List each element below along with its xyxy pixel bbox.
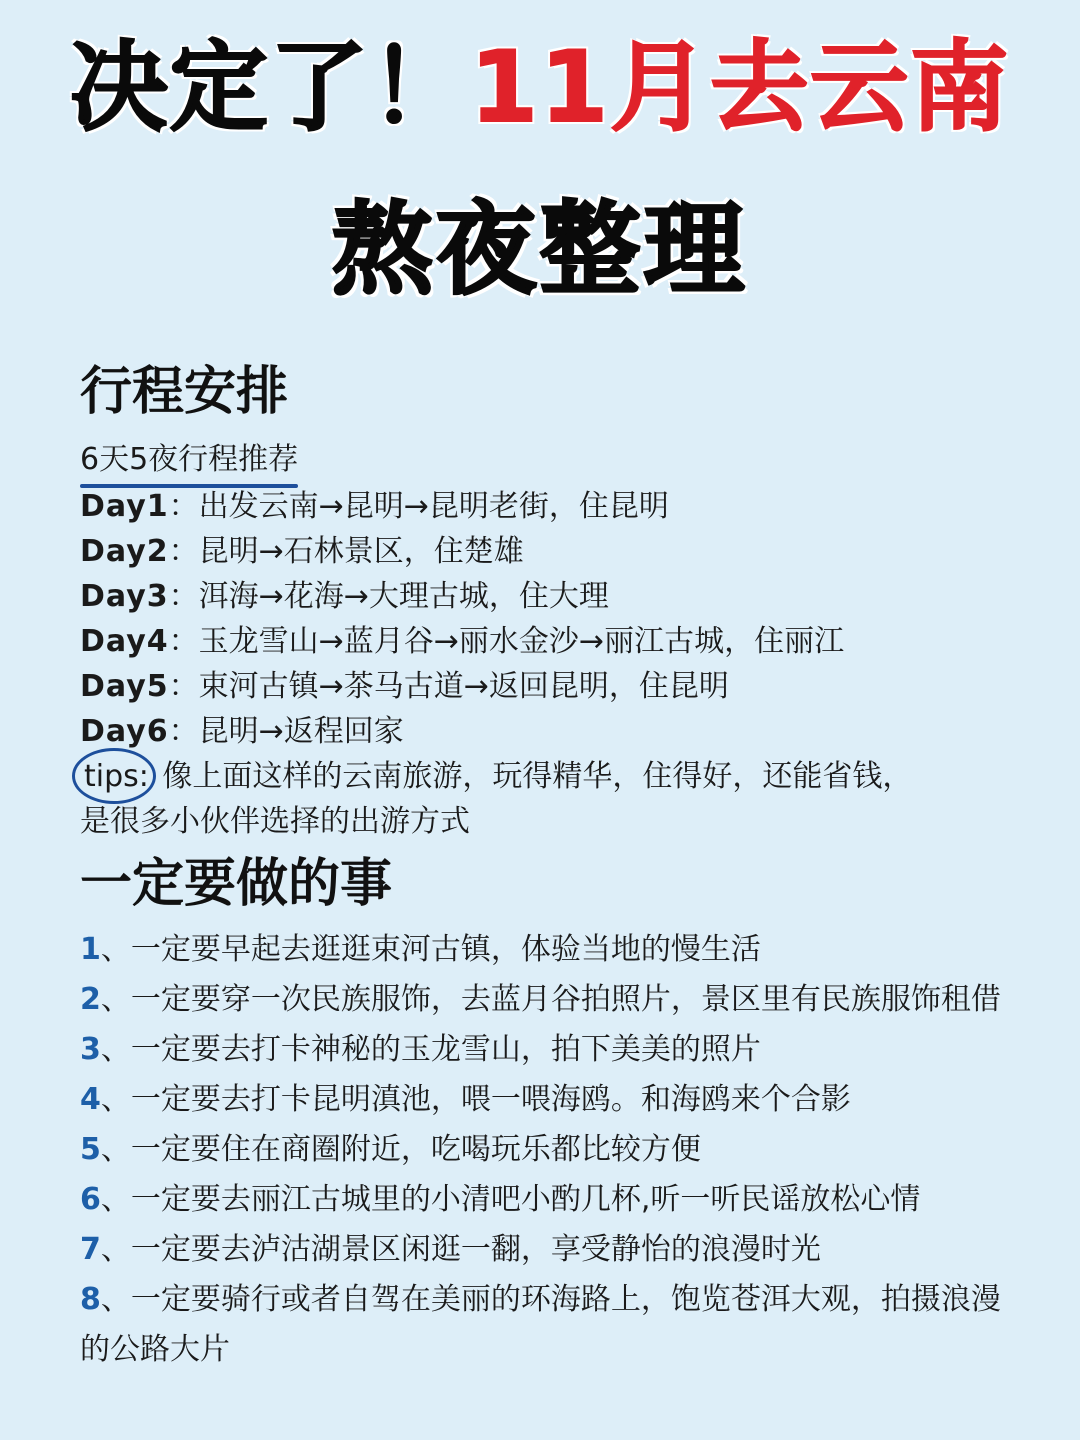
mustdo-list bbox=[80, 925, 1010, 1375]
list-item bbox=[80, 1125, 1010, 1175]
list-item bbox=[80, 1075, 1010, 1125]
day-item bbox=[80, 529, 1010, 574]
tips-row bbox=[80, 754, 1010, 799]
itinerary-recommend bbox=[80, 437, 298, 484]
day-label: Day1 bbox=[80, 489, 169, 524]
list-item-number: 4 bbox=[80, 1082, 101, 1117]
day-label: Day6 bbox=[80, 714, 169, 749]
day-item bbox=[80, 619, 1010, 664]
title-part-red: 11月去云南 bbox=[469, 31, 1011, 145]
tips-label-text: tips: bbox=[84, 759, 149, 794]
list-item bbox=[80, 1275, 1010, 1375]
recommend-underline bbox=[80, 484, 298, 488]
list-item-text: 、一定要去泸沽湖景区闲逛一翻，享受静怡的浪漫时光 bbox=[100, 1232, 821, 1267]
list-item-number: 8 bbox=[80, 1282, 101, 1317]
day-text: ：玉龙雪山→蓝月谷→丽水金沙→丽江古城，住丽江 bbox=[168, 624, 845, 659]
list-item-number: 6 bbox=[80, 1182, 101, 1217]
day-label: Day2 bbox=[80, 534, 169, 569]
itinerary-recommend-row bbox=[80, 437, 1010, 484]
list-item-number: 5 bbox=[80, 1132, 101, 1167]
tips-circle-marker bbox=[72, 748, 156, 804]
list-item-text: 、一定要早起去逛逛束河古镇，体验当地的慢生活 bbox=[100, 932, 761, 967]
day-label: Day5 bbox=[80, 669, 169, 704]
mustdo-heading: 一定要做的事 bbox=[80, 854, 393, 914]
list-item-text: 、一定要住在商圈附近，吃喝玩乐都比较方便 bbox=[100, 1132, 701, 1167]
list-item bbox=[80, 1225, 1010, 1275]
list-item bbox=[80, 925, 1010, 975]
list-item-text: 、一定要骑行或者自驾在美丽的环海路上，饱览苍洱大观，拍摄浪漫的公路大片 bbox=[80, 1282, 1001, 1367]
list-item bbox=[80, 975, 1010, 1025]
day-item bbox=[80, 664, 1010, 709]
itinerary-recommend-text: 6天5夜行程推荐 bbox=[80, 442, 299, 477]
list-item-number: 1 bbox=[80, 932, 101, 967]
tips-label bbox=[80, 754, 153, 799]
day-text: ：束河古镇→茶马古道→返回昆明，住昆明 bbox=[168, 669, 729, 704]
list-item bbox=[80, 1175, 1010, 1225]
list-item-number: 7 bbox=[80, 1232, 101, 1267]
title-part-black: 决定了！ bbox=[69, 31, 470, 145]
itinerary-heading: 行程安排 bbox=[80, 362, 289, 422]
day-item bbox=[80, 709, 1010, 754]
itinerary-block bbox=[80, 437, 1010, 844]
list-item-text: 、一定要去打卡昆明滇池，喂一喂海鸥。和海鸥来个合影 bbox=[100, 1082, 851, 1117]
page-subtitle: 熬夜整理 bbox=[332, 191, 748, 308]
day-item bbox=[80, 574, 1010, 619]
day-text: ：洱海→花海→大理古城，住大理 bbox=[168, 579, 609, 614]
list-item-number: 2 bbox=[80, 982, 101, 1017]
day-label: Day4 bbox=[80, 624, 169, 659]
list-item-number: 3 bbox=[80, 1032, 101, 1067]
day-item bbox=[80, 484, 1010, 529]
list-item bbox=[80, 1025, 1010, 1075]
tips-text: 像上面这样的云南旅游，玩得精华，住得好，还能省钱， bbox=[152, 759, 913, 794]
list-item-text: 、一定要穿一次民族服饰，去蓝月谷拍照片，景区里有民族服饰租借 bbox=[100, 982, 1001, 1017]
day-text: ：出发云南→昆明→昆明老街，住昆明 bbox=[168, 489, 669, 524]
day-label: Day3 bbox=[80, 579, 169, 614]
list-item-text: 、一定要去丽江古城里的小清吧小酌几杯,听一听民谣放松心情 bbox=[100, 1182, 921, 1217]
day-text: ：昆明→返程回家 bbox=[168, 714, 404, 749]
page-title bbox=[0, 28, 1080, 148]
day-text: ：昆明→石林景区，住楚雄 bbox=[168, 534, 524, 569]
list-item-text: 、一定要去打卡神秘的玉龙雪山，拍下美美的照片 bbox=[100, 1032, 761, 1067]
tips-text-continued: 是很多小伙伴选择的出游方式 bbox=[80, 804, 470, 839]
